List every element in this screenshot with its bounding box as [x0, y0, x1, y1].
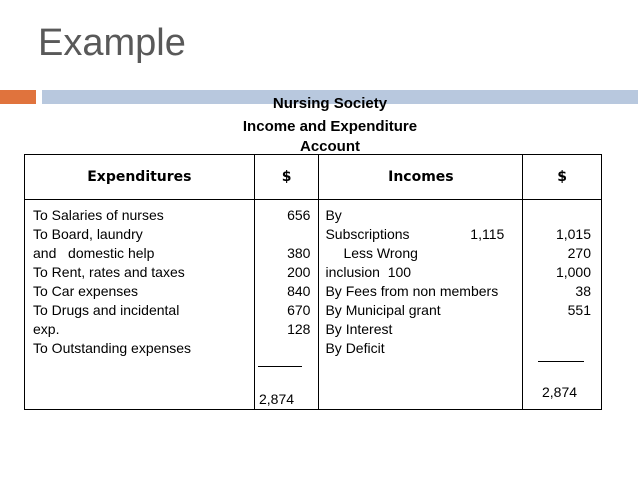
- income-item-label: Subscriptions: [325, 226, 410, 242]
- income-item: inclusion 100: [325, 264, 412, 280]
- accent-bar-orange: [0, 90, 36, 104]
- inc-amount: 270: [567, 245, 591, 261]
- expenditures-cell: [25, 200, 255, 410]
- exp-amount: 128: [287, 321, 311, 337]
- inc-total-rule: [538, 361, 584, 362]
- header-exp-amount: $: [254, 155, 319, 200]
- income-item: By: [325, 207, 342, 223]
- expenditure-item: To Salaries of nurses: [33, 207, 164, 223]
- account-heading-line1: Nursing Society: [272, 95, 388, 112]
- income-item: By Municipal grant: [325, 302, 441, 318]
- header-inc-amount: $: [523, 155, 602, 200]
- exp-amount: 200: [287, 264, 311, 280]
- exp-total-rule: [258, 366, 302, 367]
- exp-amount: 656: [287, 207, 311, 223]
- expenditure-item: To Board, laundry: [33, 226, 143, 242]
- header-incomes: Incomes: [319, 155, 523, 200]
- expenditure-item: To Outstanding expenses: [33, 340, 191, 356]
- incomes-cell: [319, 200, 523, 410]
- table-header-row: [25, 155, 602, 200]
- exp-total: 2,874: [259, 391, 295, 407]
- inc-amount: 551: [567, 302, 591, 318]
- exp-amount: 380: [287, 245, 311, 261]
- income-item-value: 1,115: [470, 226, 505, 242]
- income-item: By Deficit: [325, 340, 385, 356]
- exp-amounts-cell: [254, 200, 319, 410]
- income-item: By Fees from non members: [325, 283, 499, 299]
- inc-amount: 38: [575, 283, 591, 299]
- inc-total: 2,874: [542, 384, 578, 400]
- inc-amounts-cell: [523, 200, 602, 410]
- slide-title: Example: [38, 22, 186, 64]
- account-heading-line3: Account: [300, 138, 360, 155]
- table-body-row: [25, 200, 602, 410]
- inc-amount: 1,015: [555, 226, 591, 242]
- inc-amount: [523, 206, 591, 225]
- expenditure-item: To Rent, rates and taxes: [33, 264, 185, 280]
- income-item: Less Wrong: [343, 245, 418, 261]
- income-expenditure-table: [24, 154, 602, 410]
- exp-amount: 840: [287, 283, 311, 299]
- exp-amount: [255, 225, 311, 244]
- exp-amount: 670: [287, 302, 311, 318]
- expenditure-item: To Drugs and incidental: [33, 302, 180, 318]
- inc-amount: 1,000: [555, 264, 591, 280]
- account-heading-line2: Income and Expenditure: [242, 118, 418, 135]
- header-expenditures: Expenditures: [25, 155, 255, 200]
- expenditure-item: To Car expenses: [33, 283, 139, 299]
- income-item-subscriptions: [325, 225, 522, 244]
- income-item: By Interest: [325, 321, 393, 337]
- expenditure-item: and domestic help: [33, 245, 155, 261]
- expenditure-item: exp.: [33, 321, 60, 337]
